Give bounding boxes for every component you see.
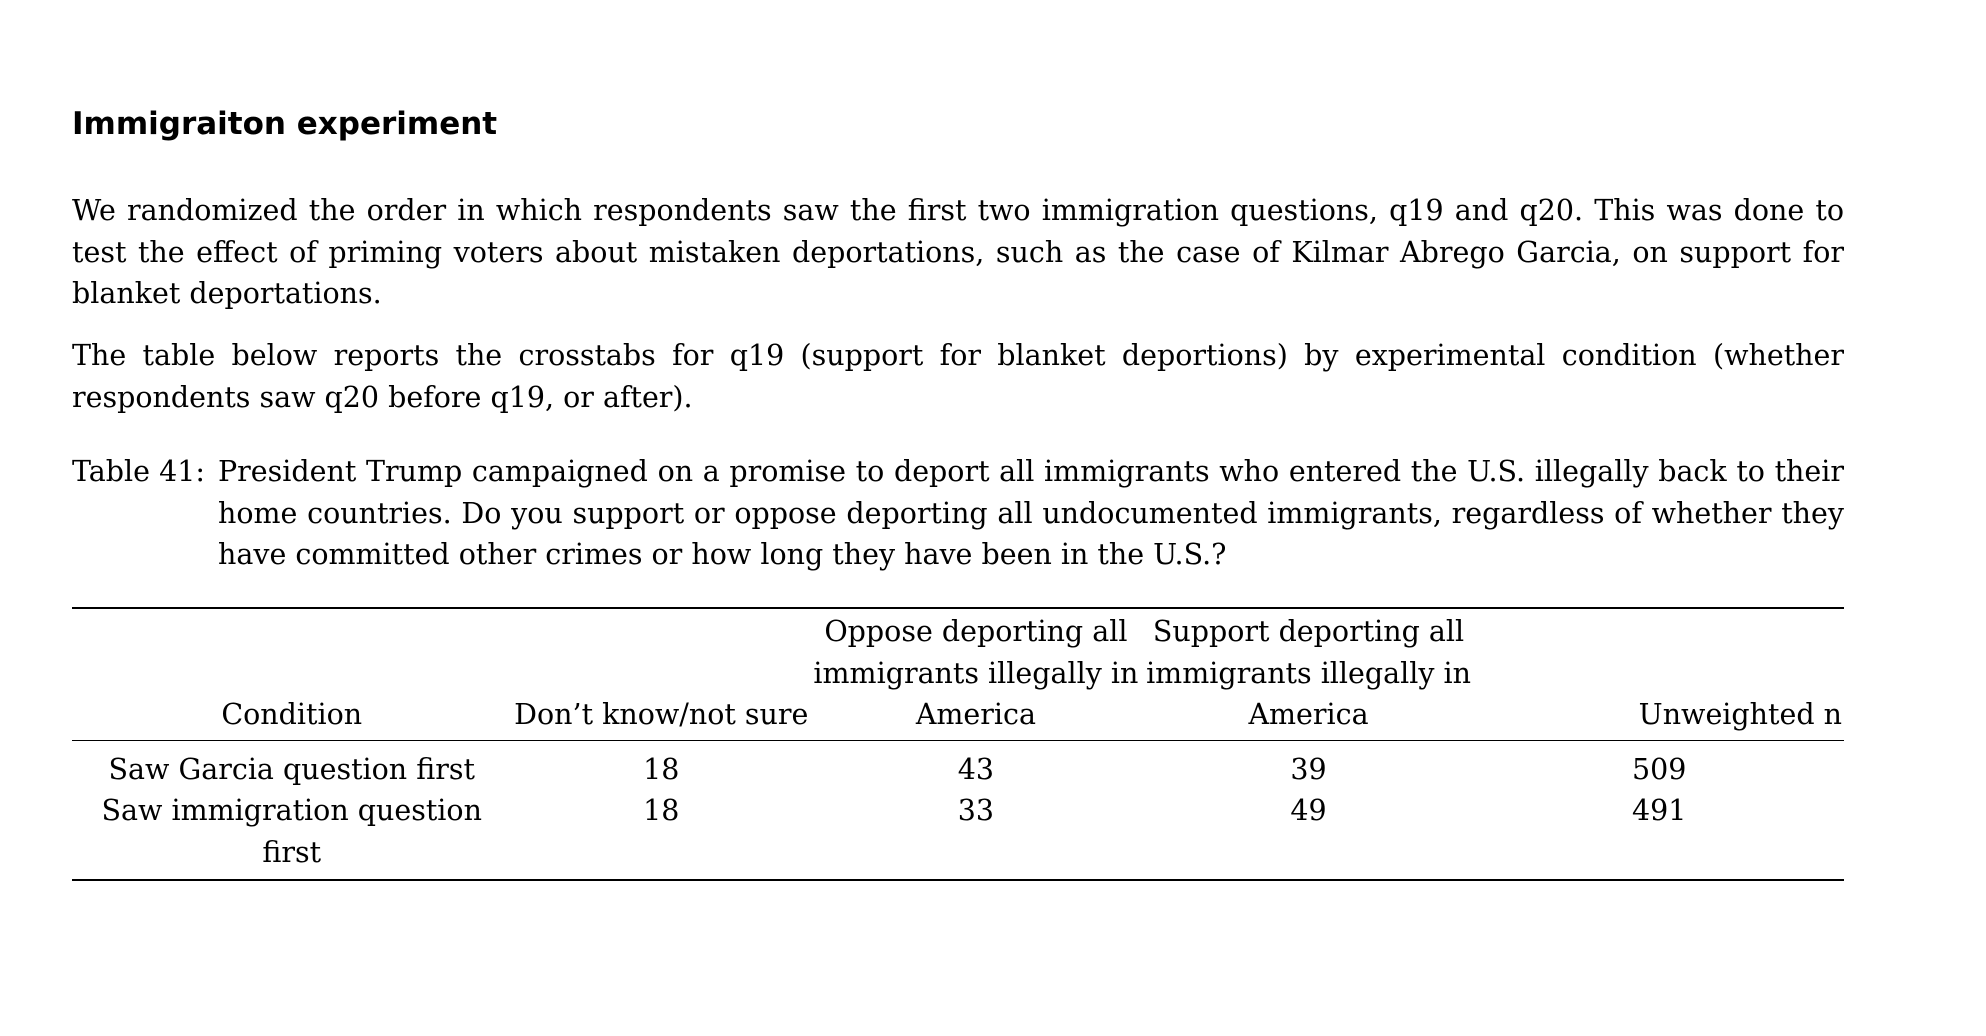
header-unweighted-n: Unweighted n [1638,698,1842,731]
table-row [72,740,1844,790]
cell-condition: Saw Garcia question first [108,752,475,786]
table-caption-text: President Trump campaigned on a promise to deport all immigrants who entered the U.S. illegally back to their home countries. Do you support or oppose deporting all undocumented immigrants, regardless of whether they have committed other crimes or how long they have been in the U.S.? [218,455,1844,571]
header-oppose: Oppose deporting all immigrants illegally in America [813,615,1139,731]
table-description-paragraph: The table below reports the crosstabs for q19 (support for blanket deportions) by experimental condition (whether respondents saw q20 before q19, or after). [72,339,1844,414]
table-header-row [72,608,1844,740]
table-caption-label: Table 41: [72,455,205,488]
cell-oppose: 43 [957,752,995,786]
header-dont-know: Don’t know/not sure [514,698,809,731]
cell-support: 39 [1290,752,1327,786]
table-caption [72,451,1844,576]
header-condition: Condition [221,698,363,731]
header-support: Support deporting all immigrants illegally in America [1146,615,1472,731]
cell-unweighted-n: 509 [1631,752,1687,786]
cell-support: 49 [1290,794,1327,827]
cell-oppose: 33 [957,794,995,827]
cell-dont-know: 18 [643,794,680,827]
section-title: Immigraiton experiment [72,106,498,142]
cell-unweighted-n: 491 [1631,794,1687,827]
intro-paragraph: We randomized the order in which respondents saw the first two immigration questions, q19 and q20. This was done to test the effect of priming voters about mistaken deportations, such as the case of Kilmar Abrego Garcia, on support for blanket deportations. [72,194,1844,310]
cell-condition: Saw immigration question first [101,794,482,869]
table-row [72,790,1844,880]
crosstab-table-wrapper [72,607,1844,881]
crosstab-table [72,607,1844,881]
cell-dont-know: 18 [643,752,680,786]
